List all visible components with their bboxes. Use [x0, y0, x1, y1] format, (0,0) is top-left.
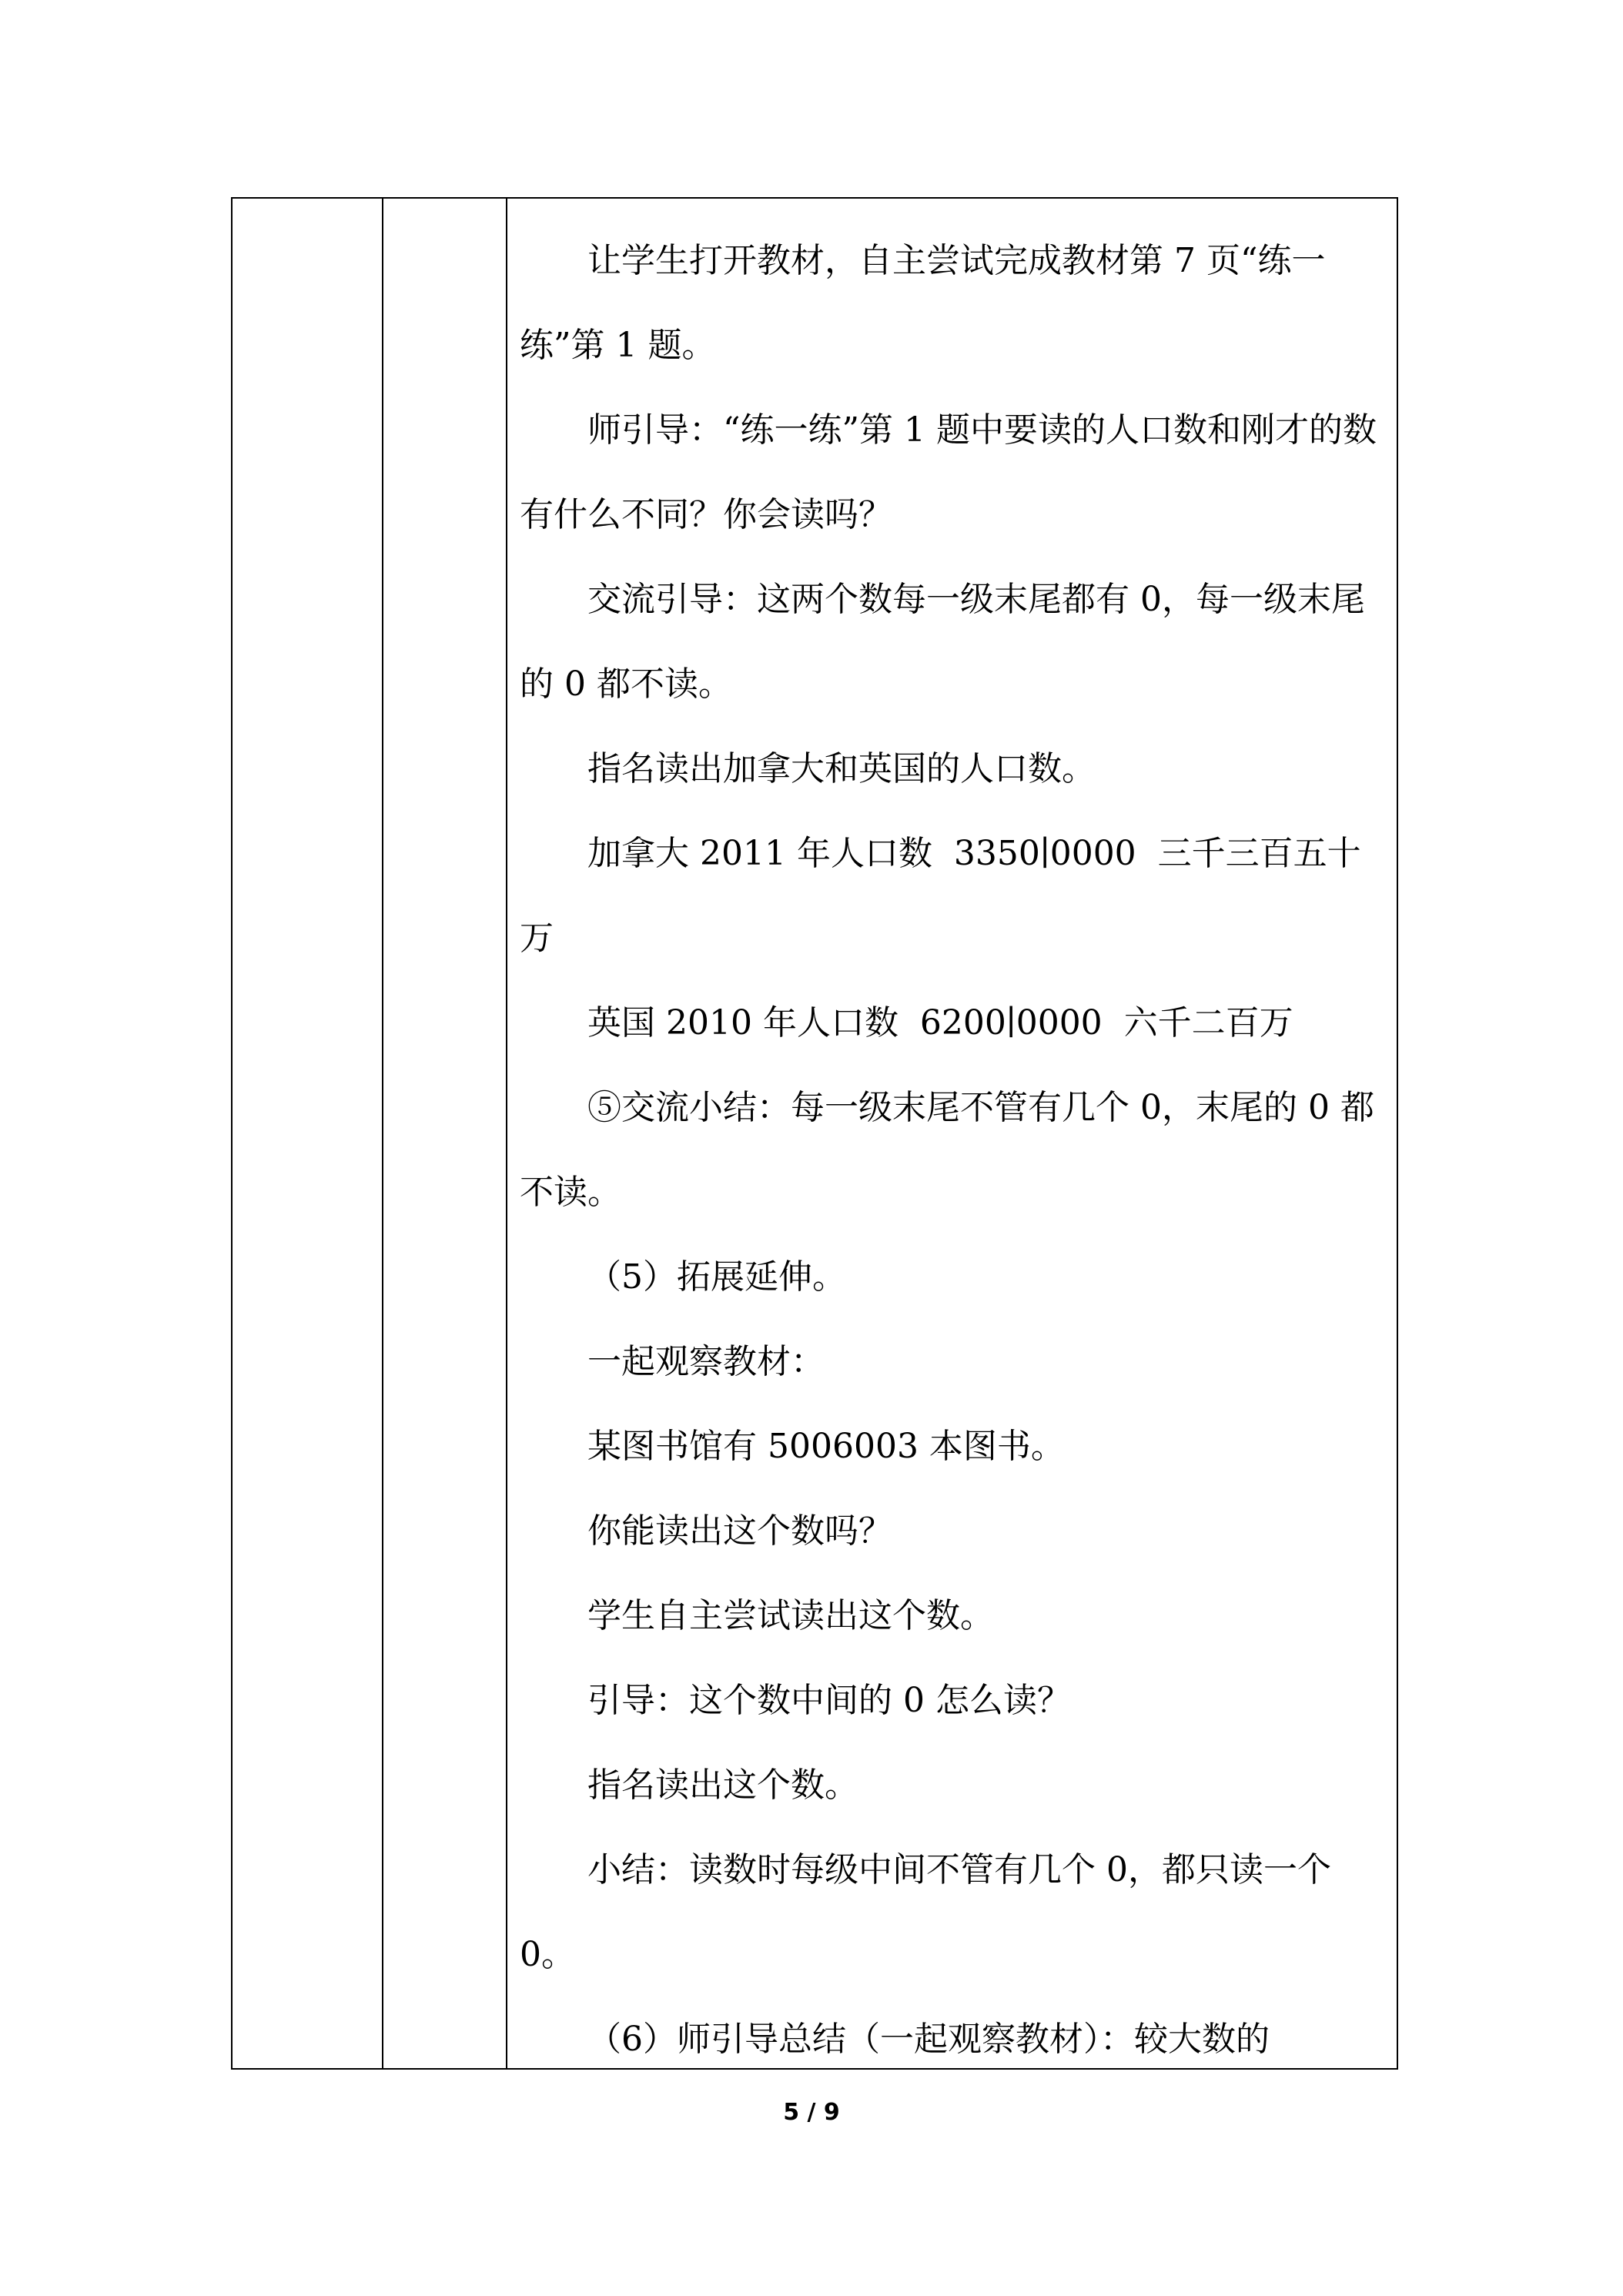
- table-column-empty-1: [233, 199, 383, 2068]
- paragraph: 一起观察教材：: [587, 1342, 825, 1381]
- paragraph: ⑤交流小结：每一级末尾不管有几个 0，末尾的 0 都不读。: [520, 1088, 1374, 1212]
- paragraph: 小结：读数时每级中间不管有几个 0，都只读一个 0。: [520, 1850, 1342, 1974]
- paragraph: 引导：这个数中间的 0 怎么读？: [587, 1681, 1071, 1720]
- lesson-table: [231, 197, 1398, 2070]
- paragraph: 你能读出这个数吗？: [587, 1511, 892, 1551]
- paragraph: （5）拓展延伸。: [587, 1257, 846, 1297]
- paragraph: 指名读出这个数。: [587, 1766, 858, 1805]
- paragraph: 英国 2010 年人口数 6200∣0000 六千二百万: [587, 1003, 1293, 1043]
- paragraph: 让学生打开教材，自主尝试完成教材第 7 页“练一练”第 1 题。: [520, 241, 1326, 365]
- paragraph: 指名读出加拿大和英国的人口数。: [587, 749, 1096, 788]
- paragraph: 学生自主尝试读出这个数。: [587, 1596, 994, 1635]
- paragraph: （6）师引导总结（一起观察教材）：较大数的: [587, 2020, 1270, 2059]
- table-column-content: [507, 199, 1397, 2068]
- table-column-empty-2: [383, 199, 507, 2068]
- paragraph: 交流引导：这两个数每一级末尾都有 0，每一级末尾的 0 都不读。: [520, 580, 1365, 704]
- paragraph: 某图书馆有 5006003 本图书。: [587, 1427, 1065, 1466]
- paragraph: 师引导：“练一练”第 1 题中要读的人口数和刚才的数有什么不同？你会读吗？: [520, 410, 1377, 534]
- page-number: 5 / 9: [783, 2099, 840, 2126]
- paragraph: 加拿大 2011 年人口数 3350∣0000 三千三百五十万: [520, 834, 1361, 958]
